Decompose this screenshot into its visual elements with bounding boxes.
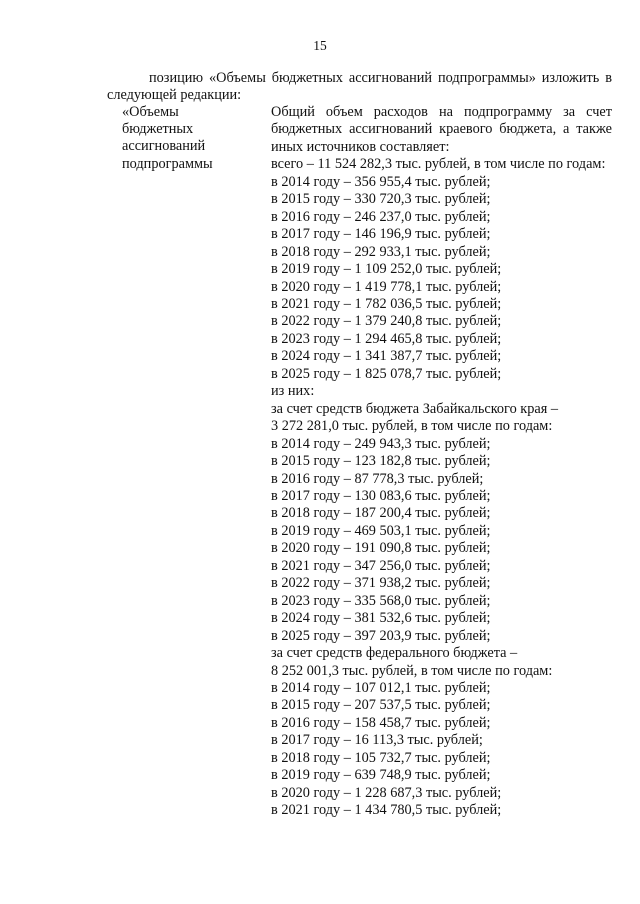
regional-year-item: в 2023 году – 335 568,0 тыс. рублей; <box>271 592 491 609</box>
position-label <box>122 104 262 173</box>
regional-year-item: в 2025 году – 397 203,9 тыс. рублей; <box>271 627 491 644</box>
federal-years-list <box>271 680 612 820</box>
total-volume-text: всего – 11 524 282,3 тыс. рублей, в том числе по годам: <box>271 156 606 173</box>
regional-year-item: в 2020 году – 191 090,8 тыс. рублей; <box>271 540 491 557</box>
position-label-line: подпрограммы <box>122 155 213 172</box>
regional-year-item: в 2016 году – 87 778,3 тыс. рублей; <box>271 470 484 487</box>
total-year-item: в 2017 году – 146 196,9 тыс. рублей; <box>271 226 491 243</box>
total-year-item: в 2020 году – 1 419 778,1 тыс. рублей; <box>271 278 502 295</box>
regional-year-item: в 2021 году – 347 256,0 тыс. рублей; <box>271 557 491 574</box>
federal-year-item: в 2019 году – 639 748,9 тыс. рублей; <box>271 767 491 784</box>
regional-budget-total: 3 272 281,0 тыс. рублей, в том числе по годам: <box>271 418 553 435</box>
total-year-item: в 2025 году – 1 825 078,7 тыс. рублей; <box>271 365 502 382</box>
regional-year-item: в 2014 году – 249 943,3 тыс. рублей; <box>271 435 491 452</box>
regional-year-item: в 2015 году – 123 182,8 тыс. рублей; <box>271 453 491 470</box>
page-number: 15 <box>313 38 327 53</box>
position-label-line: «Объемы <box>122 104 179 120</box>
total-year-item: в 2021 году – 1 782 036,5 тыс. рублей; <box>271 295 502 312</box>
regional-budget-heading: за счет средств бюджета Забайкальского края – <box>271 400 559 417</box>
federal-year-item: в 2020 году – 1 228 687,3 тыс. рублей; <box>271 784 502 801</box>
federal-budget-heading: за счет средств федерального бюджета – <box>271 645 518 662</box>
total-year-item: в 2015 году – 330 720,3 тыс. рублей; <box>271 191 491 208</box>
federal-year-item: в 2021 году – 1 434 780,5 тыс. рублей; <box>271 802 502 819</box>
federal-year-item: в 2017 году – 16 113,3 тыс. рублей; <box>271 732 483 749</box>
position-content <box>271 104 612 820</box>
federal-budget-total: 8 252 001,3 тыс. рублей, в том числе по годам: <box>271 662 553 679</box>
intro-paragraph: позицию «Объемы бюджетных ассигнований подпрограммы» изложить в следующей редакции: <box>107 70 612 104</box>
federal-year-item: в 2015 году – 207 537,5 тыс. рублей; <box>271 697 491 714</box>
total-year-item: в 2016 году – 246 237,0 тыс. рублей; <box>271 208 491 225</box>
general-volume-text: Общий объем расходов на подпрограмму за счет бюджетных ассигнований краевого бюджета, а также иных источников составляет: <box>271 104 612 155</box>
total-year-item: в 2023 году – 1 294 465,8 тыс. рублей; <box>271 330 502 347</box>
regional-year-item: в 2019 году – 469 503,1 тыс. рублей; <box>271 522 491 539</box>
regional-year-item: в 2022 году – 371 938,2 тыс. рублей; <box>271 575 491 592</box>
total-year-item: в 2022 году – 1 379 240,8 тыс. рублей; <box>271 313 502 330</box>
federal-year-item: в 2014 году – 107 012,1 тыс. рублей; <box>271 679 491 696</box>
total-years-list <box>271 174 612 383</box>
regional-years-list <box>271 436 612 645</box>
of-them-text: из них: <box>271 383 315 400</box>
position-label-line: бюджетных <box>122 121 194 138</box>
federal-year-item: в 2016 году – 158 458,7 тыс. рублей; <box>271 714 491 731</box>
total-year-item: в 2024 году – 1 341 387,7 тыс. рублей; <box>271 348 502 365</box>
federal-year-item: в 2018 году – 105 732,7 тыс. рублей; <box>271 749 491 766</box>
total-year-item: в 2014 году – 356 955,4 тыс. рублей; <box>271 173 491 190</box>
total-year-item: в 2019 году – 1 109 252,0 тыс. рублей; <box>271 261 502 278</box>
total-year-item: в 2018 году – 292 933,1 тыс. рублей; <box>271 243 491 260</box>
regional-year-item: в 2018 году – 187 200,4 тыс. рублей; <box>271 505 491 522</box>
regional-year-item: в 2024 году – 381 532,6 тыс. рублей; <box>271 610 491 627</box>
regional-year-item: в 2017 году – 130 083,6 тыс. рублей; <box>271 487 491 504</box>
position-label-line: ассигнований <box>122 138 206 155</box>
